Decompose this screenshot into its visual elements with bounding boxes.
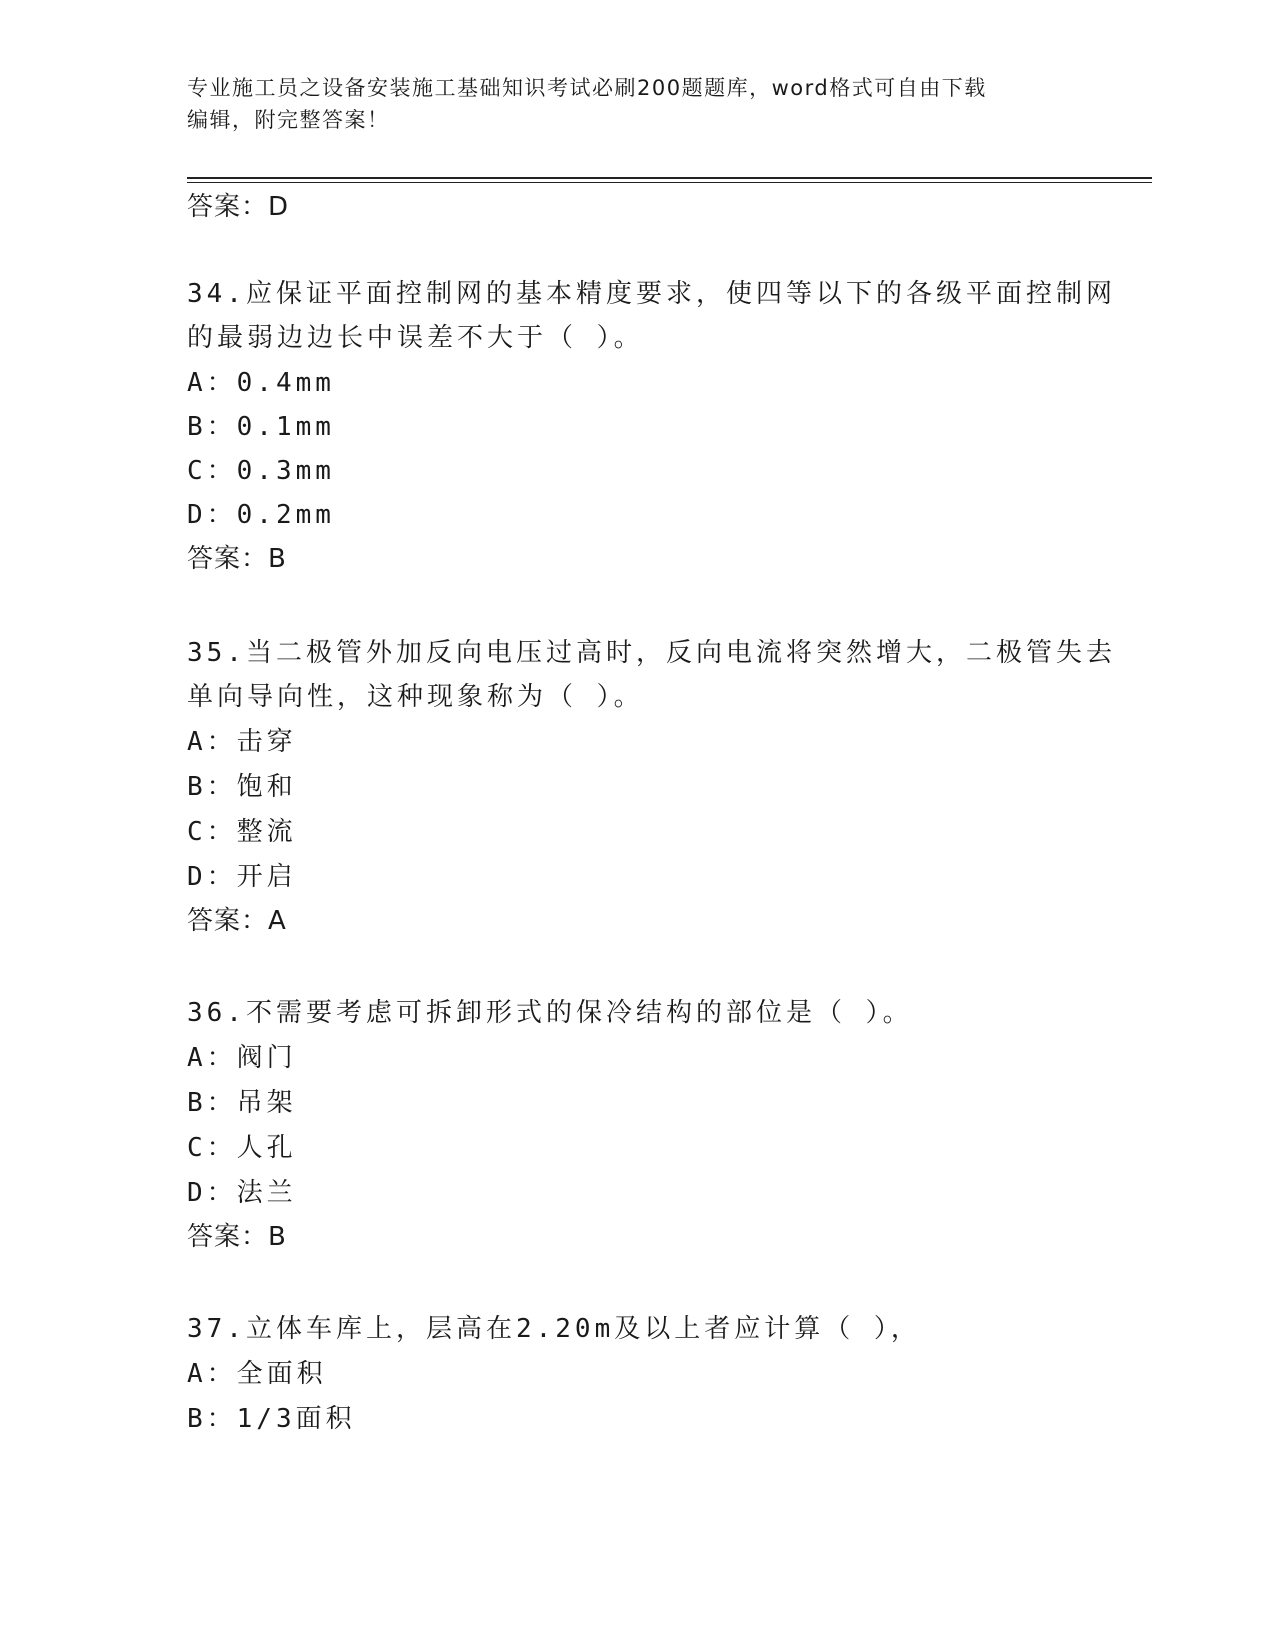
header-title-line-1: 专业施工员之设备安装施工基础知识考试必刷200题题库，word格式可自由下载 — [187, 76, 987, 100]
document-header — [187, 72, 1067, 136]
question-35-stem-line-2: 单向导向性，这种现象称为（ ）。 — [187, 682, 644, 712]
question-34-option-a: A：0.4mm — [187, 368, 335, 398]
question-35-option-a: A：击穿 — [187, 727, 297, 757]
question-34-option-c: C：0.3mm — [187, 456, 335, 486]
question-35-answer: 答案：A — [187, 906, 287, 936]
question-35-option-d: D：开启 — [187, 862, 297, 892]
previous-answer: 答案：D — [187, 192, 290, 222]
question-34-stem-line-1: 34.应保证平面控制网的基本精度要求，使四等以下的各级平面控制网 — [187, 279, 1116, 309]
question-34-stem-line-2: 的最弱边边长中误差不大于（ ）。 — [187, 323, 644, 353]
question-37-option-a: A：全面积 — [187, 1359, 327, 1389]
question-36-option-c: C：人孔 — [187, 1133, 297, 1163]
question-35-option-b: B：饱和 — [187, 772, 297, 802]
question-35-option-c: C：整流 — [187, 817, 297, 847]
header-divider-thin — [187, 182, 1152, 183]
question-37-stem: 37.立体车库上，层高在2.20m及以上者应计算（ ）， — [187, 1314, 921, 1344]
question-36-answer: 答案：B — [187, 1222, 287, 1252]
question-36-option-a: A：阀门 — [187, 1043, 297, 1073]
question-37-option-b: B：1/3面积 — [187, 1404, 356, 1434]
question-34-option-d: D：0.2mm — [187, 500, 335, 530]
question-34-option-b: B：0.1mm — [187, 412, 335, 442]
question-35-stem-line-1: 35.当二极管外加反向电压过高时，反向电流将突然增大，二极管失去 — [187, 638, 1116, 668]
question-34-answer: 答案：B — [187, 544, 287, 574]
question-36-stem: 36.不需要考虑可拆卸形式的保冷结构的部位是（ ）。 — [187, 998, 913, 1028]
header-title-line-2: 编辑，附完整答案！ — [187, 108, 390, 132]
question-36-option-d: D：法兰 — [187, 1178, 297, 1208]
question-36-option-b: B：吊架 — [187, 1088, 297, 1118]
header-divider-thick — [187, 177, 1152, 179]
